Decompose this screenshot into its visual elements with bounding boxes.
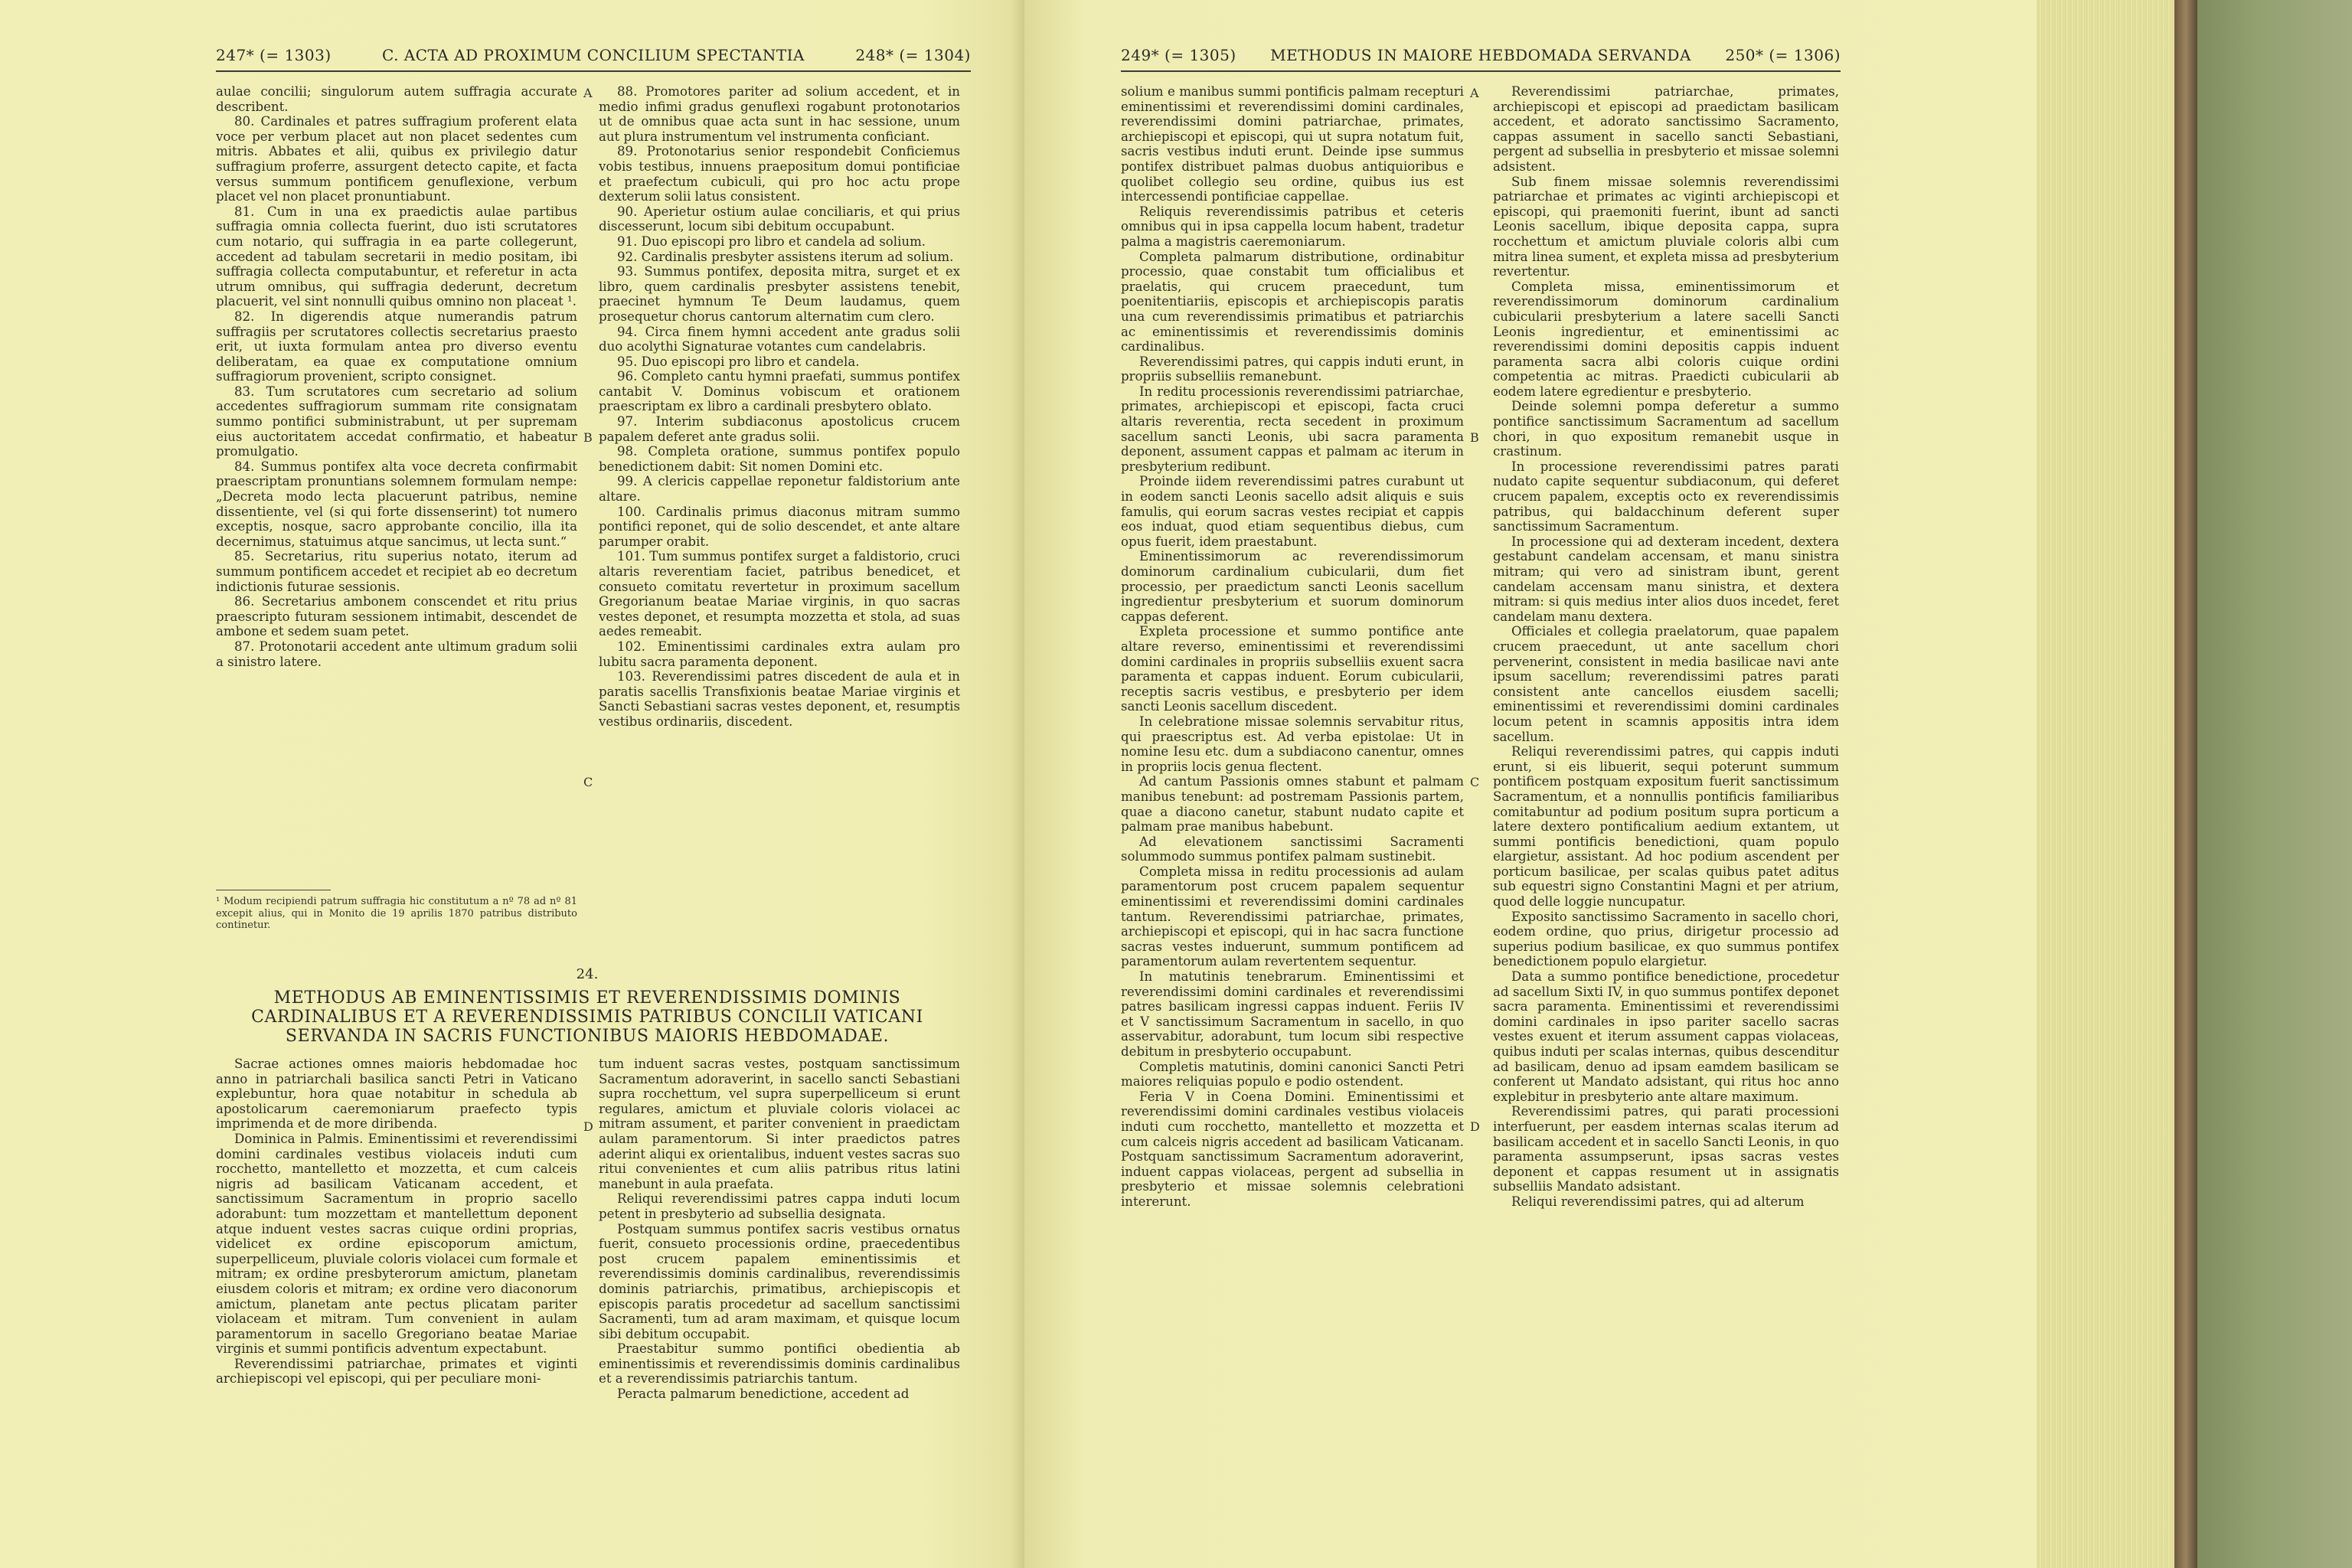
- text-column-1: [1121, 84, 1464, 1210]
- section-number: 24.: [576, 966, 599, 982]
- paragraph: 80. Cardinales et patres suffragium proferent elata voce per verbum placet aut non placet sedentes cum mitris. Abbates et alii, quibus ex privilegio datur suffragium proferre, assurgent detecto capite, et facta versus summum pontificem genuflexione, verbum placet vel non placet pronuntiabunt.: [216, 114, 577, 204]
- paragraph: Reliquis reverendissimis patribus et ceteris omnibus qui in ipsa cappella locum habent, tradetur palma a magistris caeremoniarum.: [1121, 204, 1464, 249]
- paragraph: 94. Circa finem hymni accedent ante gradus solii duo acolythi Signaturae votantes cum candelabris.: [599, 324, 960, 354]
- paragraph: 82. In digerendis atque numerandis patrum suffragiis per scrutatores collectis secretarius praesto erit, ut iuxta formulam antea pro diverso eventu deliberatam, ea quae ex computatione omnium suffragiorum provenient, scripto consignet.: [216, 309, 577, 384]
- paragraph: 87. Protonotarii accedent ante ultimum gradum solii a sinistro latere.: [216, 639, 577, 669]
- paragraph: In matutinis tenebrarum. Eminentissimi et reverendissimi domini cardinales et reverendissimi patres basilicam ingressi cappas induent. Feriis IV et V sanctissimum Sacramentum in sacello, in quo asservabitur, adorabunt, tum locum sibi respective debitum in presbyterio occupabunt.: [1121, 969, 1464, 1059]
- margin-letter-b: B: [583, 430, 593, 445]
- paragraph: In processione qui ad dexteram incedent, dextera gestabunt candelam accensam, et manu sinistra mitram; qui vero ad sinistram ibunt, gerent candelam accensam manu sinistra, et dextera mitram: si quis medius inter alios duos incedet, feret candelam manu dextera.: [1493, 534, 1839, 624]
- paragraph: Completa missa in reditu processionis ad aulam paramentorum post crucem papalem sequentur eminentissimi et reverendissimi domini cardinales tantum. Reverendissimi patriarchae, primates, archiepiscopi et episcopi, qui in hac sacra functione sacras vestes induerunt, summum pontificem ad paramentorum aulam revertentem sequentur.: [1121, 864, 1464, 969]
- margin-letter-c: C: [1470, 775, 1480, 789]
- paragraph: 98. Completa oratione, summus pontifex populo benedictionem dabit: Sit nomen Domini etc.: [599, 444, 960, 474]
- paragraph: 99. A clericis cappellae reponetur faldistorium ante altare.: [599, 474, 960, 505]
- running-head-left: [216, 40, 971, 72]
- paragraph: 102. Eminentissimi cardinales extra aulam pro lubitu sacra paramenta deponent.: [599, 639, 960, 669]
- section-heading: [216, 966, 959, 1046]
- paragraph: 81. Cum in una ex praedictis aulae partibus suffragia omnia collecta fuerint, duo isti scrutatores cum notario, qui suffragia in ea parte collegerunt, accedent ad tabulam secretarii in medio positam, ibi suffragia collecta computabuntur, et referetur in acta utrum omnibus, qui suffragia dederunt, decretum placuerit, vel sint nonnulli quibus omnino non placeat ¹.: [216, 204, 577, 309]
- paragraph: 89. Protonotarius senior respondebit Conficiemus vobis testibus, innuens praepositum domui pontificiae et praefectum cubiculi, qui pro hoc actu prope dexterum solii latus consistent.: [599, 144, 960, 204]
- paragraph: 88. Promotores pariter ad solium accedent, et in medio infimi gradus genuflexi rogabunt protonotarios ut de omnibus quae acta sunt in hac sessione, unum aut plura instrumentum vel instrumenta conficiant.: [599, 84, 960, 144]
- paragraph: Reverendissimi patriarchae, primates et viginti archiepiscopi vel episcopi, qui per peculiare moni-: [216, 1356, 577, 1387]
- paragraph: Reverendissimi patres, qui parati processioni interfuerunt, per easdem internas scalas iterum ad basilicam accedent et in sacello Sancti Leonis, in quo paramenta assumpserunt, ipsas sacras vestes deponent et cappas resument ut in assignatis subselliis Mandato adsistant.: [1493, 1104, 1839, 1194]
- paragraph: Ad cantum Passionis omnes stabunt et palmam manibus tenebunt: ad postremam Passionis partem, quae a diacono canetur, stabunt nudato capite et palmam prae manibus habebunt.: [1121, 774, 1464, 835]
- running-head-right: [1121, 40, 1841, 72]
- margin-letter-d: D: [583, 1119, 593, 1134]
- left-page: [0, 0, 1024, 1568]
- text-column-3: [216, 1057, 577, 1387]
- footnote: ¹ Modum recipiendi patrum suffragia hic constitutum a nº 78 ad nº 81 excepit alius, qui in Monito die 19 aprilis 1870 patribus distributo continetur.: [216, 896, 577, 931]
- paragraph: Data a summo pontifice benedictione, procedetur ad sacellum Sixti IV, in quo summus pontifex deponet sacra paramenta. Eminentissimi et reverendissimi domini cardinales in ipso pariter sacello sacras vestes exuent et iterum assument cappas violaceas, quibus induti per scalas internas, quibus descenditur ad basilicam, denuo ad ipsam eamdem basilicam se conferent ut Mandato adsistant, qui ritus hoc anno explebitur in presbyterio ante altare maximum.: [1493, 969, 1839, 1104]
- page-number-right: 248* (= 1304): [855, 46, 971, 64]
- paragraph: In reditu processionis reverendissimi patriarchae, primates, archiepiscopi et episcopi, facta cruci altaris reverentia, recta secedent in proximum sacellum sancti Leonis, ubi sacra paramenta deponent, assument cappas et palmam ac iterum in presbyterium redibunt.: [1121, 384, 1464, 474]
- section-title: METHODUS AB EMINENTISSIMIS ET REVERENDISSIMIS DOMINIS CARDINALIBUS ET A REVERENDISSIMIS PATRIBUS CONCILII VATICANI SERVANDA IN SACRIS FUNCTIONIBUS MAIORIS HEBDOMADAE.: [251, 988, 923, 1046]
- paragraph: Postquam summus pontifex sacris vestibus ornatus fuerit, consueto processionis ordine, praecedentibus post crucem papalem eminentissimis et reverendissimis dominis cardinalibus, reverendissimis dominis patriarchis, primatibus, archiepiscopis et episcopis paratis procedetur ad sacellum sanctissimi Sacramenti, tum ad aram maximam, et quisque locum sibi debitum occupabit.: [599, 1221, 960, 1341]
- paragraph: 93. Summus pontifex, deposita mitra, surget et ex libro, quem cardinalis presbyter assistens tenebit, praecinet hymnum Te Deum laudamus, quem prosequetur chorus cantorum alternatim cum clero.: [599, 264, 960, 324]
- paragraph: Reliqui reverendissimi patres, qui cappis induti erunt, si eis libuerit, sequi poterunt summum pontificem postquam expositum fuerit sanctissimum Sacramentum, et a nonnullis pontificis familiaribus comitabuntur ad podium positum supra porticum a latere dextero pontificalium aedium extantem, ut summi pontificis benedictioni, quam populo elargietur, assistant. Ad hoc podium ascendent per porticum basilicae, per scalas quibus patet aditus sub equestri signo Constantini Magni et per atrium, quod delle loggie nuncupatur.: [1493, 744, 1839, 910]
- paragraph: aulae concilii; singulorum autem suffragia accurate describent.: [216, 84, 577, 114]
- margin-letter-a: A: [1470, 86, 1479, 100]
- paragraph: Reverendissimi patriarchae, primates, archiepiscopi et episcopi ad praedictam basilicam accedent, et adorato sanctissimo Sacramento, cappas assument in sacello sancti Sebastiani, pergent ad subsellia in presbyterio et missae solemni adsistent.: [1493, 84, 1839, 174]
- paragraph: Expleta processione et summo pontifice ante altare reverso, eminentissimi et reverendissimi domini cardinales in propriis subselliis exuent sacra paramenta et cappas induent. Eorum cubicularii, receptis sacris vestibus, e presbyterio per idem sancti Leonis sacellum discedent.: [1121, 624, 1464, 714]
- paragraph: Completa palmarum distributione, ordinabitur processio, quae constabit tum officialibus et praelatis, qui crucem praecedunt, tum poenitentiariis, episcopis et archiepiscopis paratis una cum reverendissimis primatibus et patriarchis ac eminentissimis et reverendissimis dominis cardinalibus.: [1121, 249, 1464, 354]
- text-column-2: [599, 84, 960, 730]
- paragraph: 84. Summus pontifex alta voce decreta confirmabit praescriptam pronuntians solemnem formulam nempe: „Decreta modo lecta placuerunt patribus, nemine dissentiente, vel (si qui forte dissenserint) tot numero exceptis, nosque, sacro approbante concilio, illa ita decernimus, statuimus atque sancimus, ut lecta sunt.“: [216, 459, 577, 549]
- paragraph: In celebratione missae solemnis servabitur ritus, qui praescriptus est. Ad verba epistolae: Ut in nomine Iesu etc. dum a subdiacono canentur, omnes in propriis locis genua flectent.: [1121, 714, 1464, 774]
- page-edges: [2037, 0, 2190, 1568]
- paragraph: Sacrae actiones omnes maioris hebdomadae hoc anno in patriarchali basilica sancti Petri in Vaticano explebuntur, hora quae notabitur in schedula ab apostolicarum caeremoniarum praefecto typis imprimenda et de more diribenda.: [216, 1057, 577, 1132]
- paragraph: tum induent sacras vestes, postquam sanctissimum Sacramentum adoraverint, in sacello sancti Sebastiani supra rocchettum, vel supra superpelliceum si erunt regulares, amictum et pluviale coloris violacei ac mitram assument, et pariter convenient in praedictam aulam paramentorum. Si inter praedictos patres aderint aliqui ex orientalibus, induent vestes sacras suo ritui convenientes et cum aliis patribus ritus latini manebunt in aula praefata.: [599, 1057, 960, 1191]
- margin-letter-c: C: [583, 775, 593, 789]
- paragraph: Praestabitur summo pontifici obedientia ab eminentissimis et reverendissimis dominis cardinalibus et a reverendissimis patriarchis tantum.: [599, 1341, 960, 1387]
- page-number-right: 250* (= 1306): [1725, 46, 1841, 64]
- paragraph: 83. Tum scrutatores cum secretario ad solium accedentes suffragiorum summam rite consignatam summo pontifici subministrabunt, ut per supremam eius auctoritatem accedat confirmatio, et habeatur promulgatio.: [216, 384, 577, 459]
- paragraph: Officiales et collegia praelatorum, quae papalem crucem praecedunt, ut ante sacellum chori pervenerint, consistent in media basilicae navi ante ipsum sacellum; reverendissimi patres parati consistent ante cancellos eiusdem sacelli; eminentissimi et reverendissimi domini cardinales locum petent in scamnis appositis intra idem sacellum.: [1493, 624, 1839, 744]
- paragraph: 86. Secretarius ambonem conscendet et ritu prius praescripto futuram sessionem intimabit, descendet de ambone et sedem suam petet.: [216, 594, 577, 639]
- background-surface: [2190, 0, 2352, 1568]
- paragraph: Sub finem missae solemnis reverendissimi patriarchae et primates ac viginti archiepiscopi et episcopi, qui praemoniti fuerint, ibunt ad sancti Leonis sacellum, ibique deposita cappa, supra rocchettum et amictum pluviale coloris albi cum mitra linea sument, et expleta missa ad presbyterium revertentur.: [1493, 174, 1839, 279]
- paragraph: In processione reverendissimi patres parati nudato capite sequentur subdiaconum, qui deferet crucem papalem, exceptis octo ex reverendissimis patribus, qui baldacchinum deferent super sanctissimum Sacramentum.: [1493, 459, 1839, 534]
- running-title-right: METHODUS IN MAIORE HEBDOMADA SERVANDA: [1270, 46, 1691, 64]
- text-column-1: [216, 84, 577, 669]
- margin-letter-a: A: [583, 86, 593, 100]
- paragraph: 97. Interim subdiaconus apostolicus crucem papalem deferet ante gradus solii.: [599, 414, 960, 444]
- book-cover-edge: [2174, 0, 2197, 1568]
- paragraph: 100. Cardinalis primus diaconus mitram summo pontifici reponet, qui de solio descendet, et ante altare parumper orabit.: [599, 504, 960, 549]
- paragraph: 85. Secretarius, ritu superius notato, iterum ad summum pontificem accedet et recipiet ab eo decretum indictionis futurae sessionis.: [216, 549, 577, 594]
- paragraph: Ad elevationem sanctissimi Sacramenti solummodo summus pontifex palmam sustinebit.: [1121, 834, 1464, 864]
- paragraph: solium e manibus summi pontificis palmam recepturi eminentissimi et reverendissimi domini cardinales, reverendissimi domini patriarchae, primates, archiepiscopi et episcopi, qui ut supra notatum fuit, sacris vestibus induti erunt. Deinde ipse summus pontifex distribuet palmas duobus antiquioribus e quolibet collegio seu ordine, quibus ius est intercessendi pontificiae cappellae.: [1121, 84, 1464, 204]
- paragraph: Proinde iidem reverendissimi patres curabunt ut in eodem sancti Leonis sacello adsit aliquis e suis famulis, qui eorum sacras vestes recipiat et cappis eos induat, quod etiam sequentibus diebus, cum opus fuerit, idem praestabunt.: [1121, 474, 1464, 549]
- paragraph: Exposito sanctissimo Sacramento in sacello chori, eodem ordine, quo prius, dirigetur processio ad superius podium basilicae, ex quo summus pontifex benedictionem populo elargietur.: [1493, 909, 1839, 969]
- paragraph: Reliqui reverendissimi patres cappa induti locum petent in presbyterio ad subsellia designata.: [599, 1191, 960, 1221]
- paragraph: Eminentissimorum ac reverendissimorum dominorum cardinalium cubicularii, dum fiet processio, per praedictum sancti Leonis sacellum ingredientur presbyterium et suorum dominorum cappas deferent.: [1121, 549, 1464, 624]
- paragraph: Reverendissimi patres, qui cappis induti erunt, in propriis subselliis remanebunt.: [1121, 354, 1464, 384]
- margin-letter-b: B: [1470, 430, 1479, 445]
- paragraph: 96. Completo cantu hymni praefati, summus pontifex cantabit V. Dominus vobiscum et orationem praescriptam ex libro a cardinali presbytero oblato.: [599, 369, 960, 414]
- running-title-left: C. ACTA AD PROXIMUM CONCILIUM SPECTANTIA: [381, 46, 805, 64]
- paragraph: Peracta palmarum benedictione, accedent ad: [617, 1387, 910, 1402]
- paragraph: 91. Duo episcopi pro libro et candela ad solium.: [617, 234, 926, 249]
- paragraph: Completis matutinis, domini canonici Sancti Petri maiores reliquias populo e podio ostendent.: [1121, 1059, 1464, 1089]
- paragraph: 95. Duo episcopi pro libro et candela.: [617, 354, 860, 369]
- paragraph: 90. Aperietur ostium aulae conciliaris, et qui prius discesserunt, locum sibi debitum occupabunt.: [599, 204, 960, 234]
- right-page: [1024, 0, 2037, 1568]
- text-column-2: [1493, 84, 1839, 1210]
- paragraph: 103. Reverendissimi patres discedent de aula et in paratis sacellis Transfixionis beatae Mariae virginis et Sancti Sebastiani sacras vestes deponent, et, resumptis vestibus ordinariis, discedent.: [599, 669, 960, 729]
- paragraph: Completa missa, eminentissimorum et reverendissimorum dominorum cardinalium cubicularii presbyterium a latere sacelli Sancti Leonis ingredientur, et eminentissimi ac reverendissimi domini depositis cappis induent paramenta sacra albi coloris cuique ordini competentia ac mitras. Praedicti cubicularii ab eodem latere egredientur e presbyterio.: [1493, 279, 1839, 399]
- paragraph: 92. Cardinalis presbyter assistens iterum ad solium.: [617, 249, 954, 264]
- paragraph: Deinde solemni pompa deferetur a summo pontifice sanctissimum Sacramentum ad sacellum chori, in quo expositum remanebit usque in crastinum.: [1493, 399, 1839, 459]
- paragraph: Reliqui reverendissimi patres, qui ad alterum: [1511, 1194, 1805, 1209]
- page-number-left: 247* (= 1303): [216, 46, 332, 64]
- margin-letter-d: D: [1470, 1119, 1480, 1134]
- paragraph: 101. Tum summus pontifex surget a faldistorio, cruci altaris reverentiam faciet, patribus benedicet, et consueto comitatu revertetur in proximum sacellum Gregorianum beatae Mariae virginis, in quo sacras vestes deponet, et resumpta mozzetta et stola, ad suas aedes remeabit.: [599, 549, 960, 639]
- text-column-4: [599, 1057, 960, 1402]
- paragraph: Dominica in Palmis. Eminentissimi et reverendissimi domini cardinales vestibus violaceis induti cum rocchetto, mantelletto et mozzetta, et cum calceis nigris ad basilicam Vaticanam accedent, et sanctissimum Sacramentum in proprio sacello adorabunt: tum mozzettam et mantellettum deponent atque induent vestes sacras cuique ordini proprias, videlicet ex ordine episcoporum amictum, superpelliceum, pluviale coloris violacei cum formale et mitram; ex ordine presbyterorum amictum, planetam eiusdem coloris et mitram; ex ordine vero diaconorum amictum, planetam ante pectus plicatam pariter violaceam et mitram. Tum convenient in aulam paramentorum in sacello Gregoriano beatae Mariae virginis et summi pontificis adventum expectabunt.: [216, 1131, 577, 1357]
- paragraph: Feria V in Coena Domini. Eminentissimi et reverendissimi domini cardinales vestibus violaceis induti cum rocchetto, mantelletto et mozzetta et cum calceis nigris accedent ad basilicam Vaticanam. Postquam sanctissimum Sacramentum adoraverint, induent cappas violaceas, pergent ad subsellia in presbyterio et missae solemnis celebrationi intererunt.: [1121, 1089, 1464, 1209]
- page-number-left: 249* (= 1305): [1121, 46, 1236, 64]
